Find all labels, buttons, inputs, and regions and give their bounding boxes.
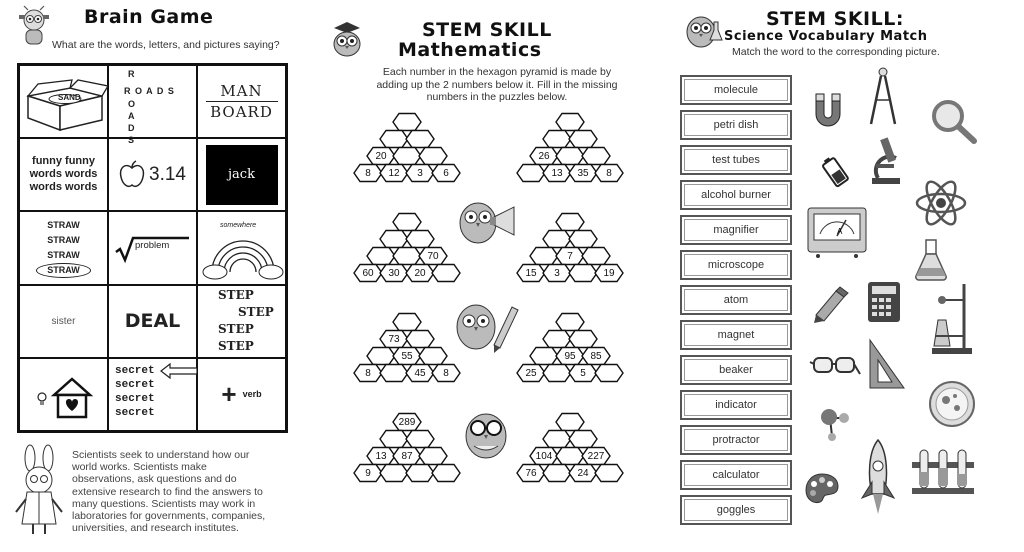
vocab-word-box[interactable] <box>680 180 792 210</box>
calculator-icon <box>866 280 902 324</box>
vocab-word-label: magnet <box>717 329 755 341</box>
step-line-1: STEP <box>218 287 254 302</box>
hex-cell[interactable] <box>595 365 623 382</box>
rebus-cell-man-board <box>197 65 286 138</box>
vocab-word-box[interactable] <box>680 320 792 350</box>
straw-circled: STRAW <box>36 263 91 278</box>
hex-cell-value: 20 <box>375 151 387 162</box>
hex-cell[interactable] <box>393 214 421 231</box>
hex-cell-value: 13 <box>551 168 563 179</box>
hex-cell[interactable] <box>419 348 447 365</box>
burner-stand-icon <box>926 280 976 356</box>
hex-cell[interactable] <box>367 248 395 265</box>
math-instruction-line-3: numbers in the puzzles below. <box>426 91 568 103</box>
hex-cell[interactable] <box>419 448 447 465</box>
hex-cell-value: 8 <box>606 168 612 179</box>
man-board-divider <box>206 101 278 102</box>
rebus-cell-light-house <box>19 358 108 431</box>
vocab-word-label: test tubes <box>712 154 760 166</box>
vocab-word-label: atom <box>723 294 749 306</box>
hex-cell[interactable] <box>406 131 434 148</box>
hex-cell[interactable] <box>543 465 571 482</box>
vocab-word-box[interactable] <box>680 110 792 140</box>
straw-line-1: STRAW <box>47 219 80 230</box>
hex-cell-value: 8 <box>443 368 449 379</box>
hex-cell-value: 3 <box>417 168 423 179</box>
math-title-line1: STEM SKILL <box>422 19 552 41</box>
vocab-word-box[interactable] <box>680 390 792 420</box>
hex-cell-value: 85 <box>590 351 602 362</box>
vocab-word-label: petri dish <box>713 119 759 131</box>
hex-cell[interactable] <box>393 248 421 265</box>
hex-cell[interactable] <box>569 265 597 282</box>
vocab-word-label: magnifier <box>713 224 759 236</box>
hex-cell-value: 76 <box>525 468 537 479</box>
secret-line-1: secret <box>115 364 155 377</box>
rebus-cell-straws <box>19 211 108 284</box>
hex-pyramid-7 <box>347 412 467 490</box>
hex-cell-value: 45 <box>414 368 426 379</box>
hex-pyramid-8 <box>510 412 630 490</box>
hex-cell[interactable] <box>556 114 584 131</box>
rebus-cell-square-root <box>108 211 197 284</box>
hex-pyramid-4 <box>510 212 630 290</box>
rebus-cell-jack <box>197 138 286 211</box>
hex-cell[interactable] <box>569 431 597 448</box>
math-instructions <box>352 66 642 104</box>
hex-cell[interactable] <box>556 214 584 231</box>
secret-line-3: secret <box>115 392 155 405</box>
hex-cell-value: 12 <box>388 168 400 179</box>
rebus-cell-apple-pi <box>108 138 197 211</box>
owl-graduate-icon <box>330 20 364 58</box>
hex-cell[interactable] <box>393 114 421 131</box>
hex-cell[interactable] <box>432 465 460 482</box>
sand-label: SAND <box>58 93 81 102</box>
owl-megaphone-icon <box>454 195 524 249</box>
roads-down-2: D <box>128 123 135 133</box>
hex-cell-value: 30 <box>388 268 400 279</box>
hex-cell-value: 25 <box>525 368 537 379</box>
rebus-cell-deal <box>108 285 197 358</box>
funny-line-1: funny funny <box>32 155 95 168</box>
board-text: BOARD <box>210 103 273 122</box>
rebus-grid <box>17 63 288 433</box>
vocab-word-box[interactable] <box>680 75 792 105</box>
protractor-icon <box>864 336 908 392</box>
vocab-word-box[interactable] <box>680 215 792 245</box>
vocab-word-label: beaker <box>719 364 753 376</box>
vocab-title-line2: Science Vocabulary Match <box>724 29 928 44</box>
roads-down <box>128 71 135 146</box>
vocab-word-label: indicator <box>715 399 757 411</box>
hex-cell-value: 289 <box>398 417 416 428</box>
step-line-3: STEP <box>218 321 254 336</box>
vocab-title-line1: STEM SKILL: <box>766 8 904 30</box>
hex-cell[interactable] <box>582 148 610 165</box>
hex-cell[interactable] <box>530 348 558 365</box>
lightbulb-house-icon <box>20 359 110 433</box>
vocab-word-label: molecule <box>713 84 759 96</box>
hex-cell[interactable] <box>419 148 447 165</box>
vocab-word-label: calculator <box>712 469 760 481</box>
hex-cell[interactable] <box>582 248 610 265</box>
step-line-2: STEP <box>238 304 274 319</box>
vocab-panel <box>670 0 1024 552</box>
verb-text: verb <box>242 389 262 400</box>
secret-line-2: secret <box>115 378 155 391</box>
hex-cell-value: 55 <box>401 351 413 362</box>
hex-cell[interactable] <box>432 265 460 282</box>
hex-cell[interactable] <box>595 465 623 482</box>
compass-icon <box>866 66 900 128</box>
brain-game-panel <box>0 0 320 552</box>
hex-cell-value: 20 <box>414 268 426 279</box>
vocab-word-box[interactable] <box>680 285 792 315</box>
arrow-left-icon <box>159 363 199 379</box>
roads-down-1: A <box>128 111 135 121</box>
hex-cell-value: 95 <box>564 351 576 362</box>
bunny-scientist-icon <box>10 444 68 536</box>
math-panel <box>322 0 667 552</box>
hex-cell[interactable] <box>569 231 597 248</box>
brain-game-title: Brain Game <box>84 6 214 28</box>
apple-icon <box>119 160 145 190</box>
math-title-line2: Mathematics <box>398 39 542 61</box>
hex-pyramid-2 <box>510 112 630 190</box>
vocab-word-label: alcohol burner <box>701 189 771 201</box>
hex-cell[interactable] <box>530 248 558 265</box>
hex-cell-value: 26 <box>538 151 550 162</box>
funny-line-3: words words <box>29 181 98 194</box>
hex-cell-value: 73 <box>388 334 400 345</box>
hex-cell[interactable] <box>406 431 434 448</box>
pencil-icon <box>810 285 850 325</box>
hex-cell[interactable] <box>543 231 571 248</box>
rebus-cell-secrets <box>108 358 197 431</box>
hex-cell[interactable] <box>543 431 571 448</box>
roads-down-0: O <box>128 99 136 109</box>
vocab-word-label: protractor <box>712 434 760 446</box>
math-instruction-line-1: Each number in the hexagon pyramid is made by <box>382 66 612 78</box>
step-line-4: STEP <box>218 338 254 353</box>
hex-cell[interactable] <box>556 148 584 165</box>
hex-pyramid-5 <box>347 312 467 390</box>
hex-cell-value: 104 <box>535 451 553 462</box>
rebus-cell-rainbow <box>197 211 286 284</box>
vocab-word-label: goggles <box>716 504 756 516</box>
vocab-word-box[interactable] <box>680 355 792 385</box>
vocab-word-label: microscope <box>707 259 765 271</box>
pi-text: 3.14 <box>149 163 186 185</box>
magnifier-icon <box>928 96 980 146</box>
hex-cell-value: 24 <box>577 468 589 479</box>
hex-cell-value: 7 <box>567 251 573 262</box>
microscope-icon <box>868 134 904 186</box>
rebus-cell-sandbox <box>19 65 108 138</box>
problem-text: problem <box>135 240 170 252</box>
owl-flask-icon <box>684 10 722 50</box>
scientists-paragraph: Scientists seek to understand how our world works. Scientists make observations, ask questions and do extensive research to find the answers to many questions. Scientists may work in laboratories for governments, companies, universities, and research institutes. <box>72 449 266 535</box>
hex-cell[interactable] <box>556 448 584 465</box>
svg-text:A: A <box>837 227 843 236</box>
sister-text: sister <box>51 315 76 327</box>
math-instruction-line-2: adding up the 2 numbers below it. Fill in the missing <box>376 78 618 91</box>
hex-pyramid-1 <box>347 112 467 190</box>
man-text: MAN <box>220 82 263 101</box>
hex-cell[interactable] <box>569 331 597 348</box>
roads-down-r: R <box>128 69 135 79</box>
battery-icon <box>820 155 852 191</box>
hex-cell[interactable] <box>380 465 408 482</box>
roads-across: R O A D S <box>124 86 175 96</box>
hex-cell-value: 15 <box>525 268 537 279</box>
hex-cell[interactable] <box>393 148 421 165</box>
straw-line-3: STRAW <box>47 249 80 260</box>
goggles-icon <box>810 352 860 382</box>
owl-glasses-icon <box>460 402 512 462</box>
hex-cell[interactable] <box>556 314 584 331</box>
hex-cell-value: 35 <box>577 168 589 179</box>
hex-cell[interactable] <box>393 314 421 331</box>
rebus-cell-sister <box>19 285 108 358</box>
vocab-word-box[interactable] <box>680 425 792 455</box>
vocab-word-box[interactable] <box>680 250 792 280</box>
hex-cell[interactable] <box>406 465 434 482</box>
jack-black-box <box>206 145 278 205</box>
rebus-cell-steps <box>197 285 286 358</box>
hex-cell[interactable] <box>556 414 584 431</box>
brain-game-subtitle: What are the words, letters, and pictures saying? <box>52 39 280 51</box>
ammeter-icon <box>806 204 868 258</box>
hex-cell[interactable] <box>517 165 545 182</box>
hex-cell[interactable] <box>380 131 408 148</box>
plus-icon: + <box>221 379 237 410</box>
hex-pyramid-3 <box>347 212 467 290</box>
molecule-icon <box>818 404 852 444</box>
hex-cell-value: 6 <box>443 168 449 179</box>
hex-cell-value: 87 <box>401 451 413 462</box>
hex-cell[interactable] <box>543 131 571 148</box>
hex-cell[interactable] <box>367 348 395 365</box>
magnet-icon <box>810 86 846 134</box>
hex-cell[interactable] <box>406 231 434 248</box>
jack-text: jack <box>228 167 255 183</box>
rebus-cell-funny-words <box>19 138 108 211</box>
hex-cell[interactable] <box>380 365 408 382</box>
hex-cell-value: 5 <box>580 368 586 379</box>
palette-icon <box>804 472 840 506</box>
hex-cell[interactable] <box>380 431 408 448</box>
vocab-word-box[interactable] <box>680 495 792 525</box>
deal-text: DEAL <box>124 310 181 333</box>
hex-cell-value: 13 <box>375 451 387 462</box>
hex-pyramid-6 <box>510 312 630 390</box>
hex-cell[interactable] <box>380 231 408 248</box>
somewhere-text: somewhere <box>220 222 257 230</box>
bug-mascot-icon <box>18 6 50 48</box>
test-tubes-icon <box>910 448 976 496</box>
hex-cell-value: 227 <box>587 451 605 462</box>
rebus-cell-plus-verb <box>197 358 286 431</box>
hex-cell-value: 19 <box>603 268 615 279</box>
roads-down-3: S <box>128 135 135 145</box>
straw-line-2: STRAW <box>47 234 80 245</box>
atom-icon <box>914 176 968 230</box>
rocket-icon <box>860 438 896 518</box>
hex-cell[interactable] <box>569 131 597 148</box>
owl-pencil-icon <box>450 295 522 357</box>
vocab-subtitle: Match the word to the corresponding picture. <box>732 46 940 58</box>
hex-cell-value: 70 <box>427 251 439 262</box>
hex-cell-value: 9 <box>365 468 371 479</box>
vocab-word-box[interactable] <box>680 460 792 490</box>
hex-cell-value: 8 <box>365 168 371 179</box>
hex-cell-value: 3 <box>554 268 560 279</box>
hex-cell-value: 8 <box>365 368 371 379</box>
hex-cell[interactable] <box>543 331 571 348</box>
rebus-cell-roads <box>108 65 197 145</box>
hex-cell[interactable] <box>543 365 571 382</box>
hex-cell-value: 60 <box>362 268 374 279</box>
hex-cell[interactable] <box>406 331 434 348</box>
petri-dish-icon <box>926 378 978 430</box>
funny-line-2: words words <box>29 168 98 181</box>
secret-line-4: secret <box>115 406 155 419</box>
box-icon <box>20 66 110 140</box>
vocab-word-box[interactable] <box>680 145 792 175</box>
beaker-icon <box>914 238 948 282</box>
